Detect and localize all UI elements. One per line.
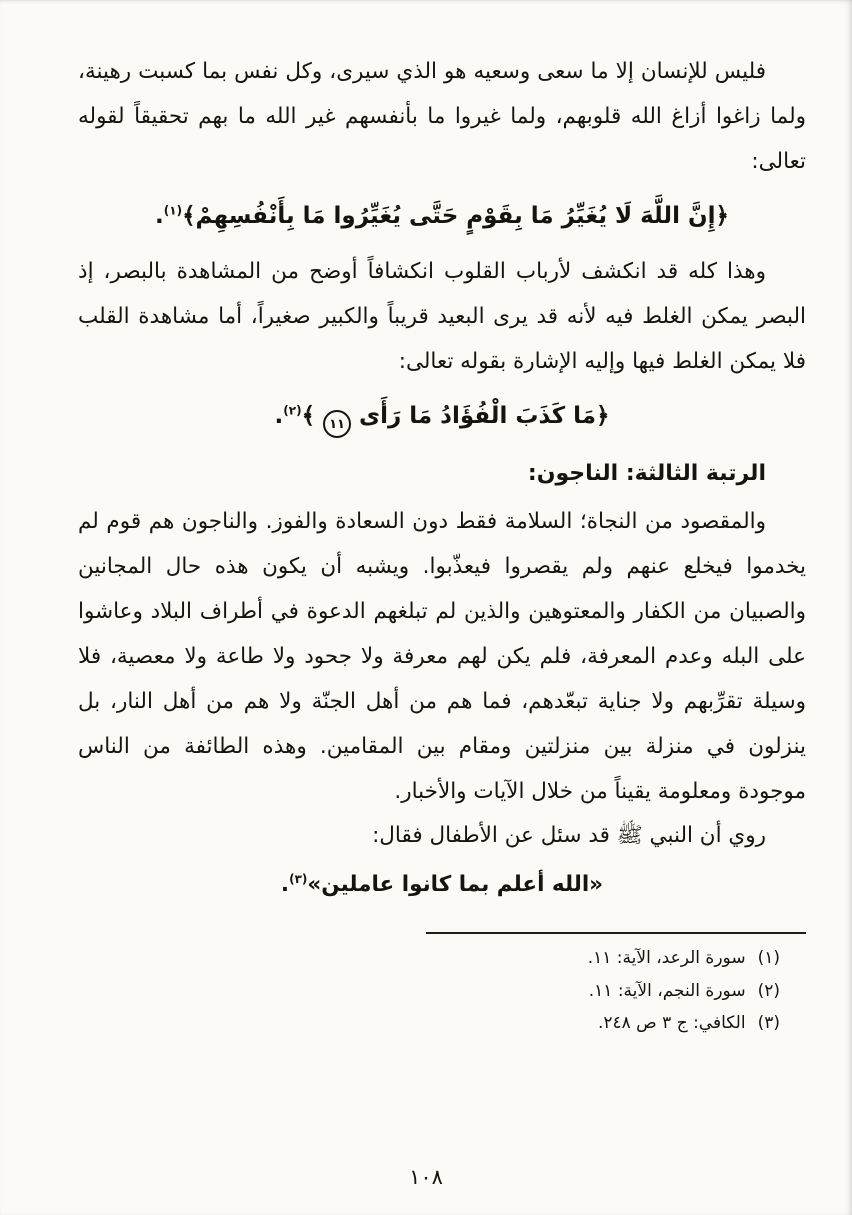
quran-verse-1 [78, 195, 806, 239]
footnote-marker-3: (٣) [757, 1012, 780, 1033]
footnote-item-1 [78, 942, 806, 974]
footnote-item-2 [78, 975, 806, 1007]
paragraph-prophet-asked: روي أن النبي ﷺ قد سئل عن الأطفال فقال: [372, 823, 766, 849]
hadith-quote [78, 865, 806, 906]
footnote-ref-2: (٢) [283, 403, 302, 418]
footnote-ref-1: (١) [163, 203, 183, 218]
section-heading-third-rank: الرتبة الثالثة: الناجون: [527, 460, 766, 486]
verse-1-period: . [155, 202, 164, 229]
quran-verse-1-text: ﴿إِنَّ اللَّهَ لَا يُغَيِّرُ مَا بِقَوْمٍ حَتَّى يُغَيِّرُوا مَا بِأَنْفُسِهِمْ﴾ [182, 202, 729, 229]
footnote-text-1: سورة الرعد، الآية: ١١. [587, 948, 746, 969]
hadith-text: «الله أعلم بما كانوا عاملين» [307, 872, 604, 898]
page-number: ١٠٨ [409, 1165, 443, 1189]
quran-verse-2 [78, 395, 806, 439]
ayah-number-ornament: ١١ [323, 410, 351, 438]
paragraph-the-saved: والمقصود من النجاة؛ السلامة فقط دون السعادة والفوز. والناجون هم قوم لم يخدموا فيخلع عنهم ولم يقصروا فيعذّبوا. ويشبه أن يكون هذه حال المجانين والصبيان من الكفار والمعتوهين والذين لم تبلغهم الدعوة في أطراف البلاد وعاشوا على البله وعدم المعرفة، فلم يكن لهم معرفة ولا جحود ولا طاعة ولا معصية، فلا وسيلة تقرِّبهم ولا جناية تبعّدهم، فما هم من أهل الجنّة ولا هم من أهل النار، بل ينزلون في منزلة بين منزلتين ومقام بين المقامين. وهذه الطائفة من الناس موجودة ومعلومة يقيناً من خلال الآيات والأخبار. [78, 509, 806, 804]
paragraph-hearts-unveiling: وهذا كله قد انكشف لأرباب القلوب انكشافاً أوضح من المشاهدة بالبصر، إذ البصر يمكن الغلط فيه لأنه قد يرى البعيد قريباً والكبير صغيراً، أما مشاهدة القلب فلا يمكن الغلط فيها وإليه الإشارة بقوله تعالى: [78, 259, 806, 375]
quran-verse-2-text: ﴿مَا كَذَبَ الْفُؤَادُ مَا رَأَى [359, 403, 610, 430]
hadith-period: . [280, 872, 290, 898]
footnote-divider [426, 932, 806, 934]
footnote-marker-1: (١) [757, 948, 780, 969]
footnotes-section [78, 932, 806, 1039]
verse-2-period: . [274, 403, 284, 430]
footnote-text-2: سورة النجم، الآية: ١١. [588, 980, 746, 1001]
footnote-marker-2: (٢) [757, 980, 780, 1001]
footnote-ref-3: (٣) [289, 872, 308, 887]
paragraph-intro: فليس للإنسان إلا ما سعى وسعيه هو الذي سيرى، وكل نفس بما كسبت رهينة، ولما زاغوا أزاغ الله قلوبهم، ولما غيروا ما بأنفسهم غير الله ما بهم تحقيقاً لقوله تعالى: [78, 59, 806, 174]
footnote-item-3 [78, 1007, 806, 1039]
quran-verse-2-closing-bracket: ﴾ [301, 403, 316, 430]
footnote-text-3: الكافي: ج ٣ ص ٢٤٨. [597, 1012, 746, 1033]
